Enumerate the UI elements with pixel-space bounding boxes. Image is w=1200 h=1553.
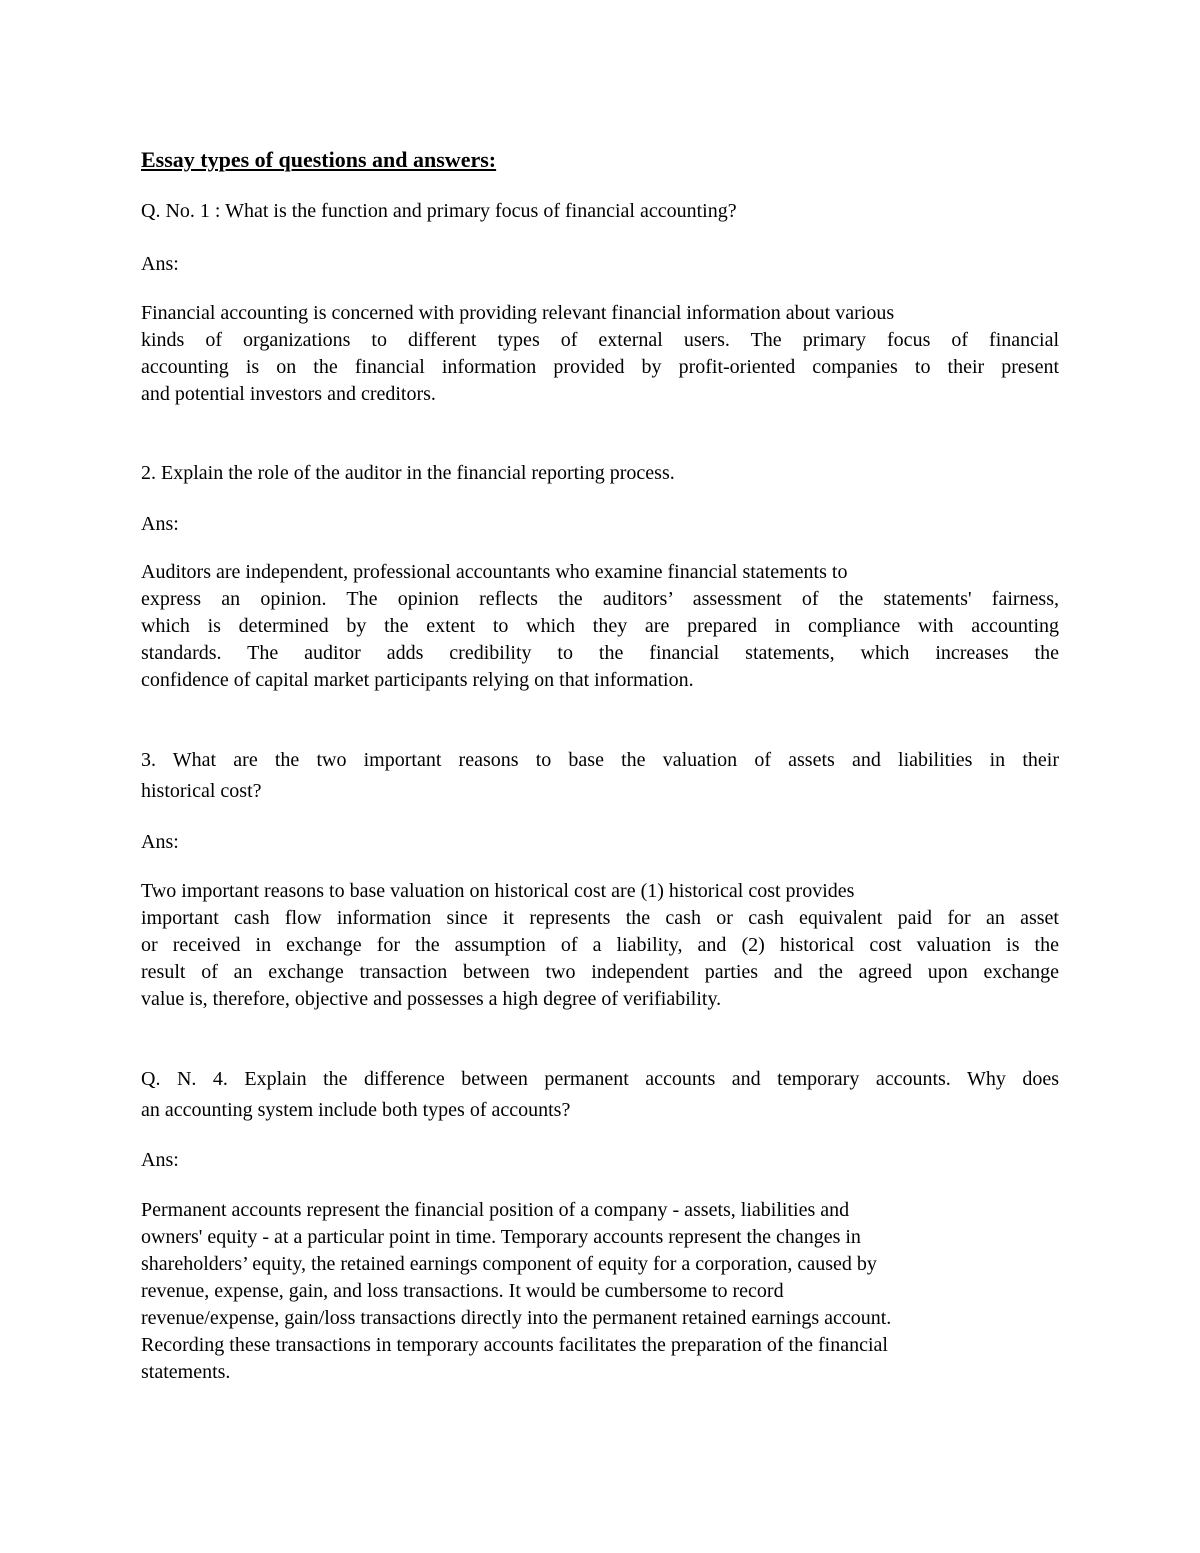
answer-2-label: Ans:	[141, 513, 179, 535]
answer-3-line: or received in exchange for the assumption of a liability, and (2) historical cost valuation is the	[141, 934, 1059, 956]
question-4	[141, 1064, 1059, 1126]
answer-2-text	[141, 559, 1059, 694]
answer-4-line: statements.	[141, 1361, 231, 1383]
answer-3-text	[141, 878, 1059, 1013]
document-title: Essay types of questions and answers:	[141, 147, 497, 172]
answer-3-line: important cash flow information since it represents the cash or cash equivalent paid for an asset	[141, 907, 1059, 929]
answer-4-line: revenue/expense, gain/loss transactions directly into the permanent retained earnings account.	[141, 1307, 892, 1329]
answer-1-line: Financial accounting is concerned with providing relevant financial information about various	[141, 302, 895, 324]
answer-1-line: accounting is on the financial information provided by profit-oriented companies to their present	[141, 356, 1059, 378]
answer-2-line: standards. The auditor adds credibility to the financial statements, which increases the	[141, 642, 1059, 664]
answer-2-line: Auditors are independent, professional accountants who examine financial statements to	[141, 561, 848, 583]
answer-4-text	[141, 1197, 1059, 1386]
answer-3-line: value is, therefore, objective and possesses a high degree of verifiability.	[141, 988, 722, 1010]
question-2: 2. Explain the role of the auditor in the financial reporting process.	[141, 462, 675, 484]
question-3	[141, 745, 1059, 807]
question-1: Q. No. 1 : What is the function and primary focus of financial accounting?	[141, 200, 737, 222]
answer-2-line: which is determined by the extent to which they are prepared in compliance with accounting	[141, 615, 1059, 637]
answer-4-line: owners' equity - at a particular point in time. Temporary accounts represent the changes in	[141, 1226, 861, 1248]
answer-4-line: Permanent accounts represent the financial position of a company - assets, liabilities and	[141, 1199, 850, 1221]
answer-1-line: kinds of organizations to different types of external users. The primary focus of financial	[141, 329, 1059, 351]
answer-4-line: Recording these transactions in temporary accounts facilitates the preparation of the financial	[141, 1334, 888, 1356]
question-4-line: Q. N. 4. Explain the difference between permanent accounts and temporary accounts. Why does	[141, 1068, 1059, 1090]
answer-3-label: Ans:	[141, 831, 179, 853]
answer-1-label: Ans:	[141, 253, 179, 275]
question-3-line: historical cost?	[141, 780, 262, 802]
answer-3-line: Two important reasons to base valuation on historical cost are (1) historical cost provides	[141, 880, 855, 902]
answer-1-line: and potential investors and creditors.	[141, 383, 436, 405]
answer-2-line: express an opinion. The opinion reflects the auditors’ assessment of the statements' fairness,	[141, 588, 1059, 610]
answer-2-line: confidence of capital market participants relying on that information.	[141, 669, 694, 691]
answer-1-text	[141, 300, 1059, 408]
answer-3-line: result of an exchange transaction between two independent parties and the agreed upon exchange	[141, 961, 1059, 983]
question-3-line: 3. What are the two important reasons to base the valuation of assets and liabilities in their	[141, 749, 1059, 771]
question-4-line: an accounting system include both types of accounts?	[141, 1099, 571, 1121]
answer-4-line: shareholders’ equity, the retained earnings component of equity for a corporation, caused by	[141, 1253, 877, 1275]
answer-4-line: revenue, expense, gain, and loss transactions. It would be cumbersome to record	[141, 1280, 784, 1302]
answer-4-label: Ans:	[141, 1149, 179, 1171]
